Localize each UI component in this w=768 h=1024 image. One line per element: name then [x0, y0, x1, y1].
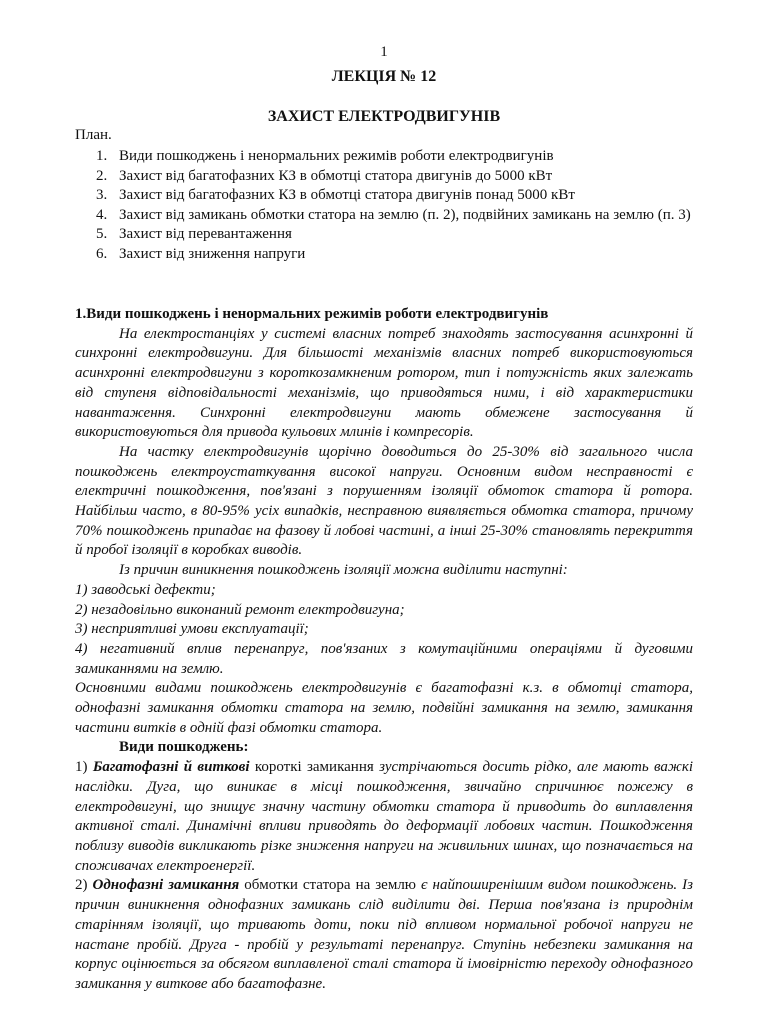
page-number: 1 [380, 44, 388, 60]
plan-item [96, 147, 696, 167]
plan-label: План. [75, 127, 112, 143]
plan-item-number: 6. [96, 245, 108, 262]
damage-item-plain: обмотки статора на землю [239, 877, 417, 894]
plan-item-text: Захист від перевантаження [119, 226, 292, 242]
plan-item-number: 1. [96, 148, 108, 164]
plan-item-text: Захист від багатофазних КЗ в обмотці статора двигунів до 5000 кВт [119, 167, 553, 184]
topic-title: ЗАХИСТ ЕЛЕКТРОДВИГУНІВ [267, 108, 501, 125]
damage-item-term: Однофазні замикання [92, 877, 240, 894]
damage-types-heading: Види пошкоджень: [119, 739, 249, 756]
plan-item [96, 225, 696, 245]
plan-item-number: 2. [96, 167, 108, 184]
cause-item: 2) незадовільно виконаний ремонт електродвигуна; [75, 601, 405, 618]
damage-item-number: 2) [75, 877, 93, 894]
cause-item: 1) заводські дефекти; [75, 581, 216, 598]
plan-item-number: 3. [96, 187, 108, 203]
cause-item: 3) несприятливі умови експлуатації; [75, 621, 309, 638]
paragraph-power-stations: На електростанціях у системі власних потреб знаходять застосування асинхронні й синхронні електродвигуни. Для більшості механізмів власних потреб використовуються асинхронні електродвигуни з короткозамкненим ротором, тип і потужність яких залежать від ступеня відповідальності механізмів, що приводяться ними, і від характеристики навантаження. Синхронні електродвигуни мають обмежене застосування й використовуються для привода кульових млинів і компресорів. [75, 325, 693, 441]
cause-item: 4) негативний вплив перенапруг, пов'язаних з комутаційними операціями й дуговими замиканнями на землю. [75, 640, 693, 677]
plan-item-text: Види пошкоджень і ненормальних режимів роботи електродвигунів [119, 148, 554, 164]
damage-item-single-phase [75, 876, 693, 994]
paragraph-damage-statistics: На частку електродвигунів щорічно доводиться до 25-30% від загального числа пошкоджень електроустаткування високої напруги. Основним видом несправності є електричні пошкодження, пов'язані з порушенням ізоляції обмоток статора й ротора. Найбільш часто, в 80-95% усіх випадків, несправною виявляється обмотка статора, причому 70% пошкоджень припадає на фазову й лобові частині, а інші 25-30% становлять перекриття й пробої ізоляції в коробках виводів. [75, 443, 693, 559]
section-1 [75, 305, 693, 995]
plan-item-text: Захист від замикань обмотки статора на землю (п. 2), подвійних замикань на землю (п. 3) [119, 206, 691, 223]
plan-item-number: 4. [96, 206, 108, 223]
damage-item-plain: короткі замикання [249, 759, 374, 776]
damage-item-text: зустрічаються досить рідко, але мають важкі наслідки. Дуга, що виникає в місці пошкодження, звичайно спричинює пожежу в електродвигуні, що знищує значну частину обмотки статора й приводить до виплавлення активної сталі. Динамічні впливи приводять до деформації лобових частин. Пошкодження поблизу виводів викликають різке зниження напруги на живильних шинах, що позначається на споживачах електроенергії. [75, 759, 693, 874]
section-heading: 1.Види пошкоджень і ненормальних режимів роботи електродвигунів [75, 306, 549, 322]
plan-item [96, 167, 696, 187]
paragraph-causes-intro: Із причин виникнення пошкоджень ізоляції можна виділити наступні: [119, 562, 568, 579]
plan-list [96, 147, 696, 264]
plan-item [96, 186, 696, 206]
damage-item-text: є найпоширенішим видом пошкоджень. Із причин виникнення однофазних замикань слід виділити дві. Перша пов'язана із природнім старінням ізоляції, що тривають доти, поки під впливом нормальної робочої напруги не настане пробій. Друга - пробій у результаті перенапруг. Ступінь небезпеки замикання на корпус оцінюється за обсягом виплавленої сталі статора й імовірністю переходу однофазного замикання у виткове або багатофазне. [75, 877, 693, 992]
lecture-title: ЛЕКЦІЯ № 12 [331, 68, 437, 85]
plan-item [96, 206, 696, 226]
plan-item-text: Захист від багатофазних КЗ в обмотці статора двигунів понад 5000 кВт [119, 187, 575, 203]
damage-item-number: 1) [75, 759, 93, 776]
plan-item-number: 5. [96, 226, 108, 242]
paragraph-main-damage-types: Основними видами пошкоджень електродвигунів є багатофазні к.з. в обмотці статора, однофазні замикання обмотки статора на землю, подвійні замикання на землю, замикання частини витків в одній фазі обмотки статора. [75, 680, 693, 736]
plan-item [96, 245, 696, 265]
damage-item-multiphase [75, 758, 693, 876]
damage-item-term: Багатофазні й виткові [92, 759, 250, 776]
plan-item-text: Захист від зниження напруги [119, 245, 306, 262]
